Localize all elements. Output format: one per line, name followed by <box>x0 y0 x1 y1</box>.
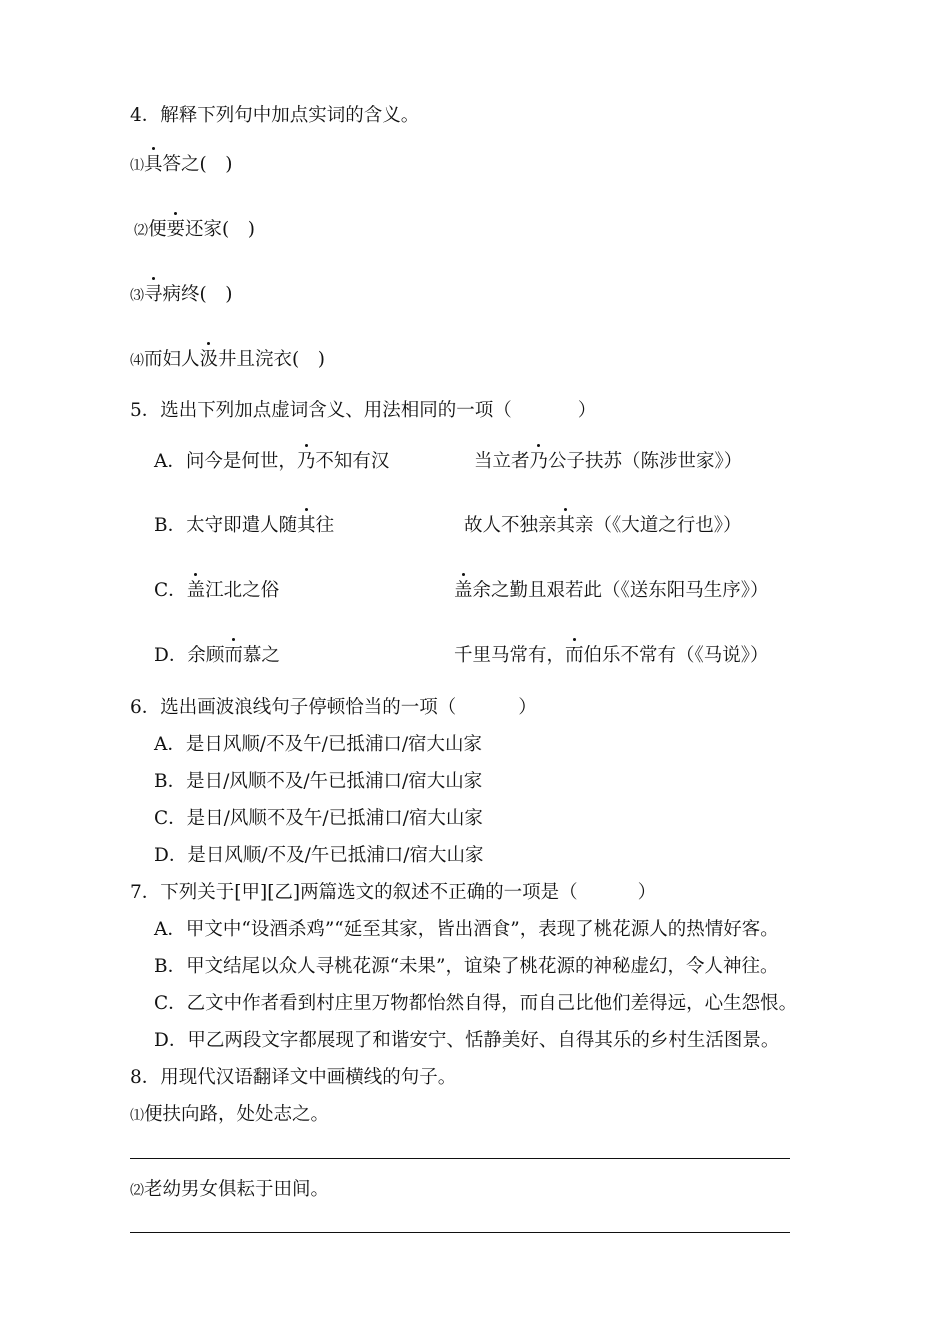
option-label: D． <box>154 645 188 666</box>
question-text: 5．选出下列加点虚词含义、用法相同的一项（ <box>130 400 512 421</box>
q4-item-4 <box>130 348 325 373</box>
answer-line-2[interactable] <box>130 1232 790 1233</box>
item-text: 老幼男女俱耘于田间。 <box>144 1179 330 1200</box>
option-text: 千里马常有， <box>454 645 566 666</box>
q5-option-a-right <box>474 450 742 474</box>
option-text: 故人不独亲 <box>464 515 557 536</box>
q5-title <box>130 399 596 423</box>
item-text: 答之( ) <box>162 154 233 175</box>
option-text: 余之勤且艰若此（《送东阳马生序》） <box>472 580 769 601</box>
dotted-character: 其 <box>297 515 316 536</box>
q4-item-1 <box>130 153 232 178</box>
dotted-character: 乃 <box>296 451 316 472</box>
option-text: 余顾 <box>187 645 225 666</box>
q5-option-c-left <box>154 579 279 603</box>
q7-option-a: A．甲文中“设酒杀鸡”“延至其家，皆出酒食”，表现了桃花源人的热情好客。 <box>154 919 779 940</box>
item-text: 便 <box>148 219 167 240</box>
option-text: 慕之 <box>242 645 280 666</box>
q7-option-c: C．乙文中作者看到村庄里万物都怡然自得，而自己比他们差得远，心生怨恨。 <box>154 993 798 1014</box>
q6-title <box>130 696 537 720</box>
item-number: ⑴ <box>130 1108 144 1124</box>
item-text: 井且浣衣( ) <box>218 349 325 370</box>
dotted-character: 乃 <box>529 451 549 472</box>
q6-option-c: C．是日/风顺不及午/已抵浦口/宿大山家 <box>154 808 483 829</box>
dotted-character: 而 <box>224 645 243 666</box>
option-label: C． <box>154 580 187 601</box>
q4-item-2 <box>134 218 255 243</box>
option-label: B． <box>154 515 187 536</box>
dotted-character: 而 <box>565 645 584 666</box>
dotted-character: 要 <box>166 219 186 240</box>
q5-option-b-right <box>464 514 742 538</box>
answer-line-1[interactable] <box>130 1158 790 1159</box>
item-text: 便扶向路，处处志之。 <box>144 1104 330 1125</box>
question-text: 6．选出画波浪线句子停顿恰当的一项（ <box>130 697 457 718</box>
option-text: 当立者 <box>474 451 530 472</box>
item-number: ⑵ <box>130 1183 144 1199</box>
dotted-character: 具 <box>144 154 163 175</box>
q6-option-a: A．是日风顺/不及午/已抵浦口/宿大山家 <box>154 734 483 755</box>
dotted-character: 汲 <box>199 349 219 370</box>
item-text: 而妇人 <box>144 349 200 370</box>
dotted-character: 寻 <box>144 284 163 305</box>
paren-close: ） <box>637 882 657 903</box>
option-text: 往 <box>315 515 335 536</box>
option-text: 江北之俗 <box>205 580 280 601</box>
paren-close: ） <box>518 697 537 718</box>
item-number: ⑷ <box>130 353 144 369</box>
question-text: 7．下列关于[甲][乙]两篇选文的叙述不正确的一项是（ <box>130 882 578 903</box>
item-number: ⑵ <box>134 223 148 239</box>
item-text: 还家( ) <box>185 219 255 240</box>
q5-option-a-left <box>154 450 389 474</box>
q6-option-d: D．是日风顺/不及/午已抵浦口/宿大山家 <box>154 845 484 866</box>
option-text: 太守即遣人随 <box>186 515 298 536</box>
q7-option-b: B．甲文结尾以众人寻桃花源“未果”，谊染了桃花源的神秘虚幻，令人神往。 <box>154 956 779 977</box>
dotted-character: 盖 <box>454 580 473 601</box>
dotted-character: 其 <box>556 515 576 536</box>
q7-option-d: D．甲乙两段文字都展现了和谐安宁、恬静美好、自得其乐的乡村生活图景。 <box>154 1030 780 1051</box>
option-text: 问今是何世， <box>185 451 297 472</box>
paren-close: ） <box>577 400 597 421</box>
item-number: ⑶ <box>130 288 144 304</box>
q8-title: 8．用现代汉语翻译文中画横线的句子。 <box>130 1067 457 1088</box>
q6-option-b: B．是日/风顺不及/午已抵浦口/宿大山家 <box>154 771 483 792</box>
q4-title: 4．解释下列句中加点实词的含义。 <box>130 105 420 126</box>
q5-option-d-left <box>154 644 280 668</box>
q5-option-b-left <box>154 514 334 538</box>
option-label: A． <box>154 451 186 472</box>
option-text: 不知有汉 <box>315 451 390 472</box>
q8-item-1 <box>130 1103 329 1128</box>
option-text: 公子扶苏（陈涉世家》） <box>548 451 743 472</box>
q8-item-2 <box>130 1178 329 1203</box>
item-text: 病终( ) <box>162 284 233 305</box>
q4-item-3 <box>130 283 232 308</box>
option-text: 亲（《大道之行也》） <box>575 515 742 536</box>
dotted-character: 盖 <box>186 580 206 601</box>
q5-option-c-right <box>454 579 769 603</box>
q5-option-d-right <box>454 644 769 668</box>
option-text: 伯乐不常有（《马说》） <box>583 645 769 666</box>
q7-title <box>130 881 656 905</box>
item-number: ⑴ <box>130 158 144 174</box>
